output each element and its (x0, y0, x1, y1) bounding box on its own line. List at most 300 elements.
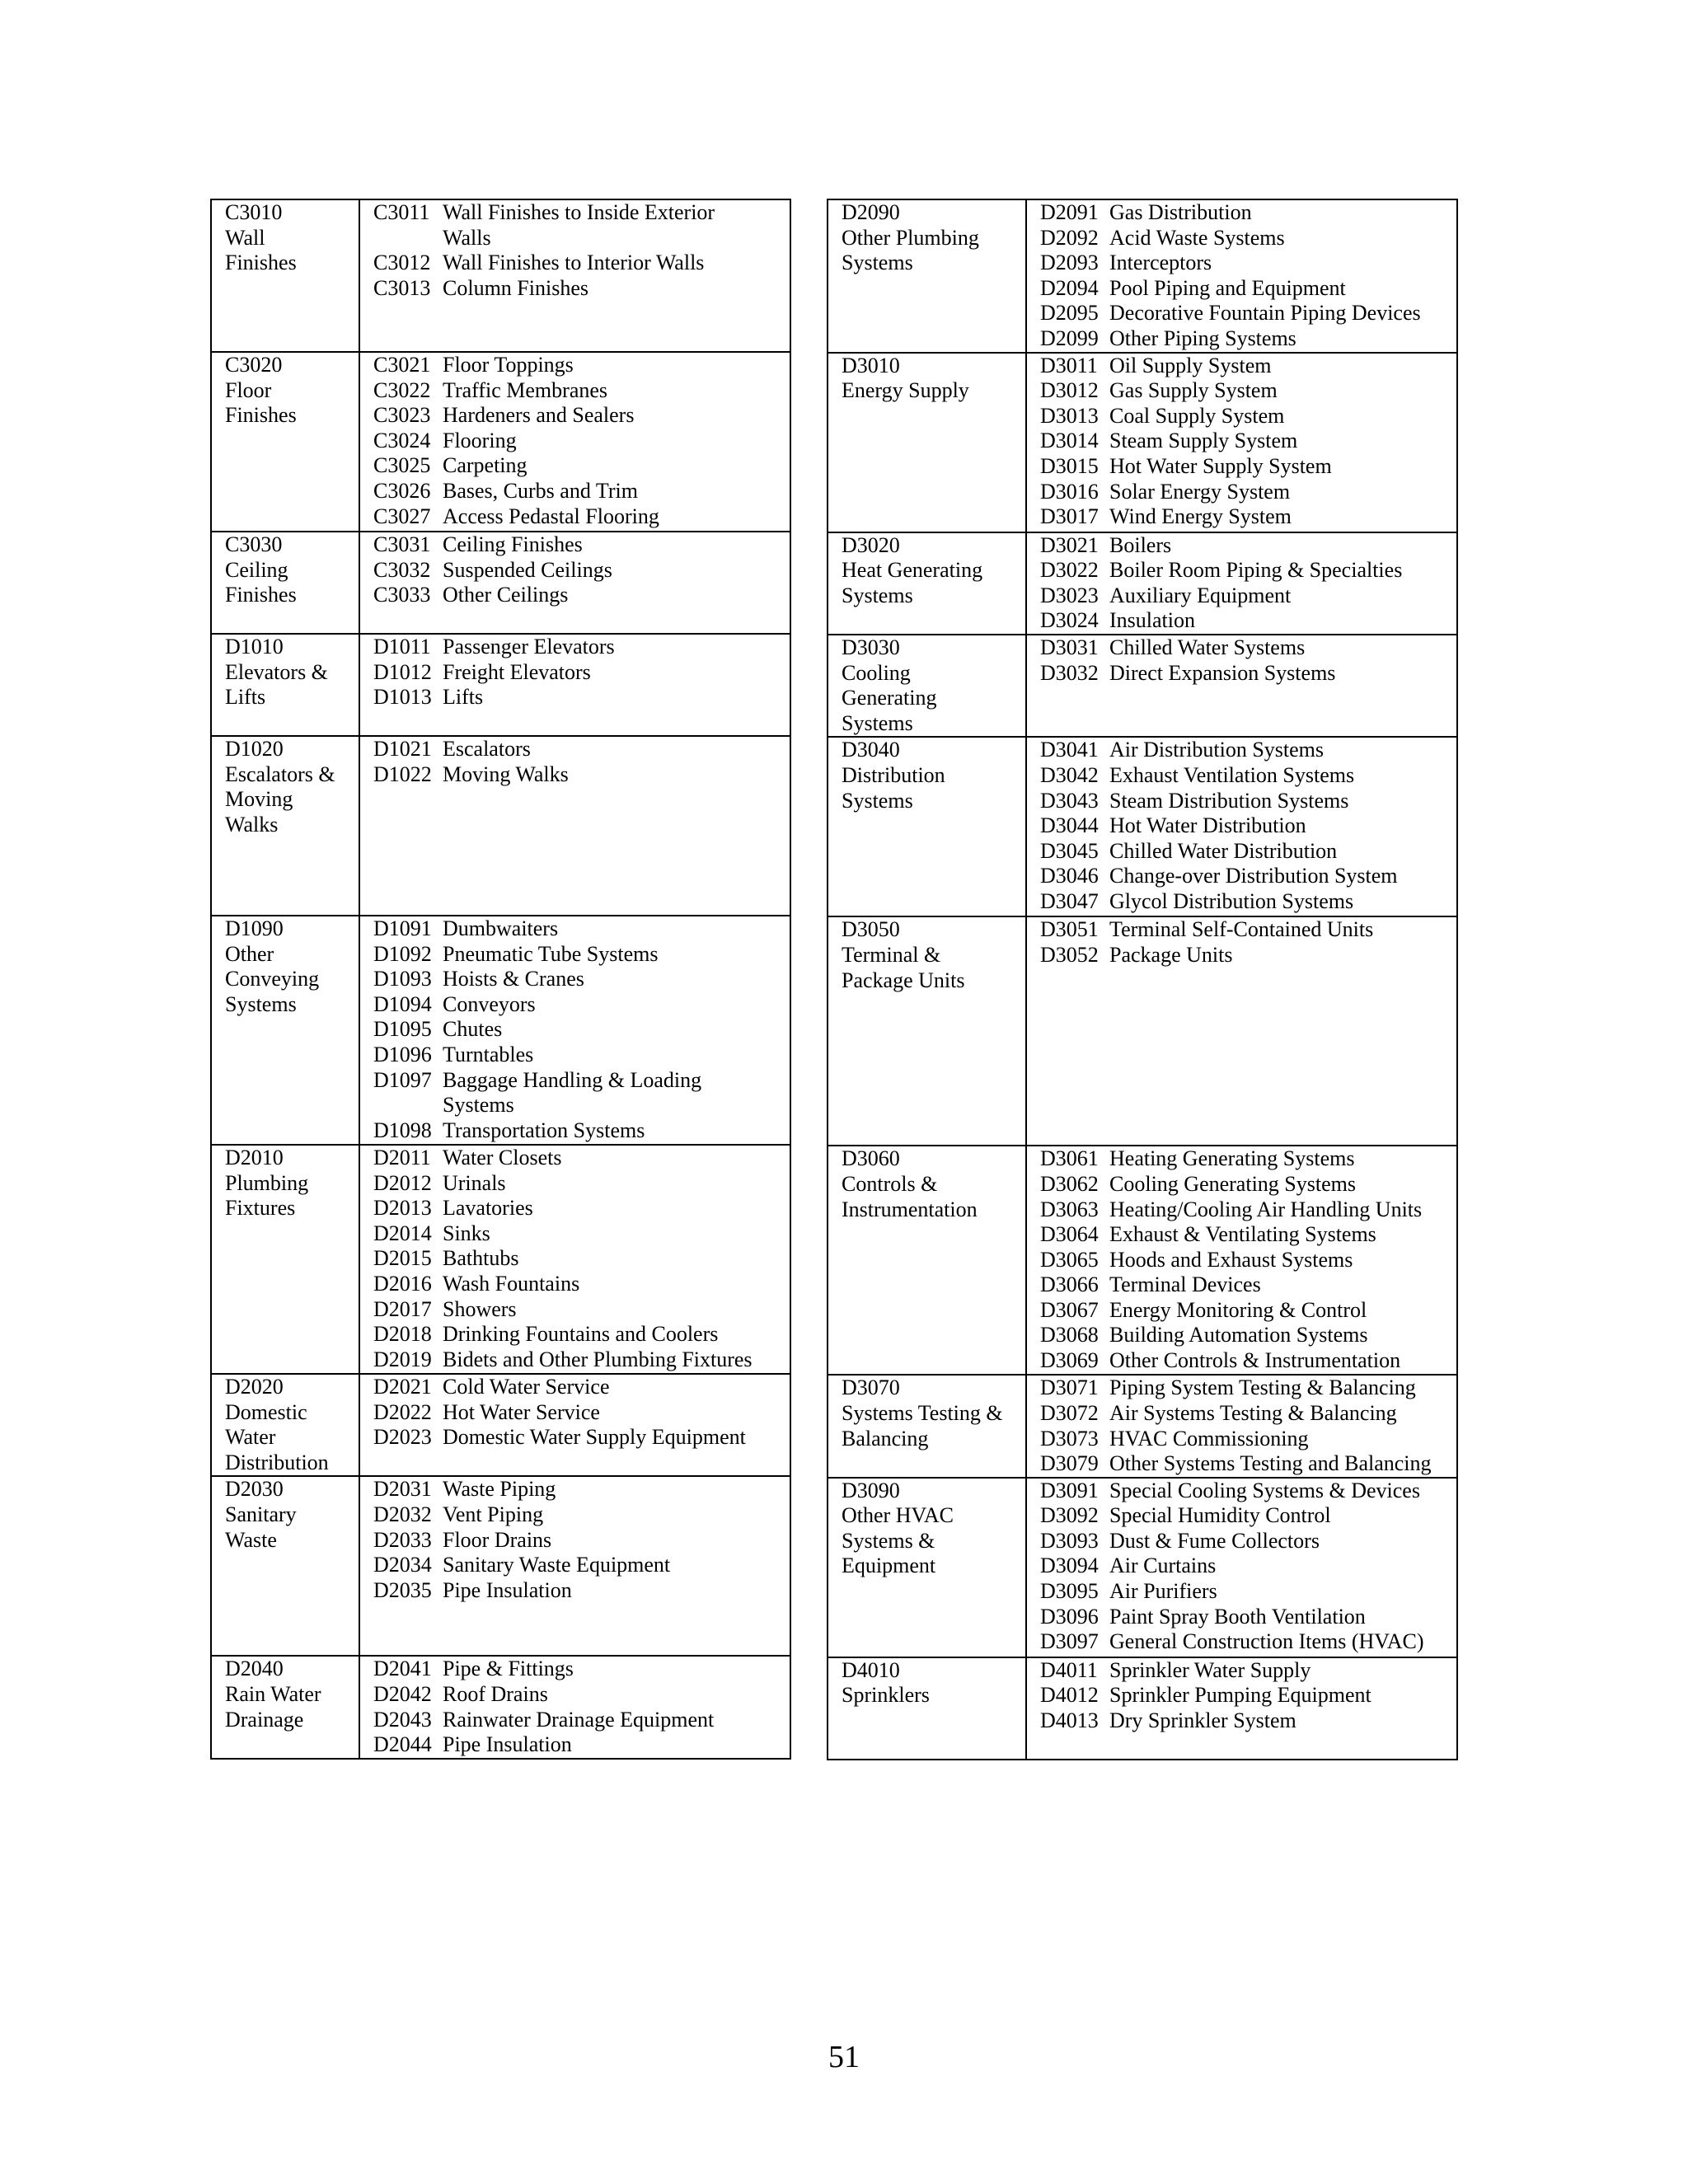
list-item (1040, 504, 1453, 530)
item-description (443, 200, 715, 251)
list-item (1040, 1272, 1453, 1298)
category-name-line: Heat Generating (842, 558, 983, 583)
category-name-line: Systems (842, 251, 913, 275)
item-label: Turntables (443, 1042, 534, 1066)
item-code: D3017 (1040, 504, 1099, 529)
list-item (373, 1171, 786, 1197)
list-item (373, 583, 786, 608)
list-item (373, 1272, 786, 1297)
category-code: D2090 (842, 200, 900, 224)
item-description (443, 1400, 600, 1426)
item-code: C3011 (373, 200, 430, 224)
item-code: D1013 (373, 685, 432, 710)
item-label: Exhaust & Ventilating Systems (1109, 1222, 1376, 1247)
category-code: D2040 (225, 1657, 284, 1681)
item-code: D3069 (1040, 1348, 1099, 1373)
item-description (1109, 533, 1171, 559)
category-name-line: Finishes (225, 251, 297, 275)
list-item (373, 453, 786, 479)
item-code: D2032 (373, 1502, 432, 1526)
item-label: Piping System Testing & Balancing (1109, 1376, 1416, 1400)
item-code: D3015 (1040, 453, 1099, 478)
items-cell (359, 1656, 790, 1758)
item-code: D2017 (373, 1296, 432, 1321)
item-code: D3024 (1040, 608, 1099, 633)
item-code: D2014 (373, 1221, 432, 1245)
item-label: Solar Energy System (1109, 479, 1291, 504)
category-cell (211, 352, 359, 532)
item-description (1109, 738, 1324, 763)
item-code: D3023 (1040, 583, 1099, 607)
list-item (1040, 404, 1453, 429)
category-name-line: Systems (842, 583, 913, 607)
item-label: Glycol Distribution Systems (1109, 888, 1354, 913)
category-code: D3070 (842, 1376, 900, 1400)
item-code: D1092 (373, 941, 432, 966)
item-label: Sprinkler Water Supply (1109, 1657, 1311, 1682)
table-row (828, 1478, 1457, 1657)
list-item (373, 251, 786, 276)
item-label: Column Finishes (443, 275, 588, 300)
list-item (1040, 1172, 1453, 1197)
category-name-line: Systems Testing & (842, 1400, 1003, 1425)
list-item (373, 429, 786, 454)
item-description (1109, 200, 1252, 226)
category-name-line: Instrumentation (842, 1197, 978, 1221)
list-item (373, 737, 786, 762)
item-code: D4011 (1040, 1657, 1098, 1682)
category-name-line: Finishes (225, 583, 297, 607)
item-description (1109, 917, 1373, 943)
item-description (443, 1146, 562, 1171)
item-code: D3061 (1040, 1146, 1099, 1171)
category-name-line: Wall (225, 225, 265, 250)
item-label: Ceiling Finishes (443, 532, 583, 556)
item-label: Heating Generating Systems (1109, 1146, 1355, 1171)
item-label: Package Units (1109, 942, 1233, 967)
item-label: Pipe & Fittings (443, 1657, 574, 1681)
items-cell (359, 532, 790, 634)
item-label: Dry Sprinkler System (1109, 1708, 1296, 1732)
item-label: Vent Piping (443, 1502, 544, 1526)
item-label: Hot Water Supply System (1109, 453, 1332, 478)
item-label: Urinals (443, 1170, 506, 1195)
category-name-line: Walks (225, 812, 279, 837)
list-item (373, 1347, 786, 1373)
table-row (211, 352, 790, 532)
item-label: Passenger Elevators (443, 635, 615, 658)
list-item (1040, 1683, 1453, 1708)
category-name-line: Systems (225, 991, 297, 1016)
item-description (1109, 1479, 1420, 1504)
item-description (443, 1347, 753, 1373)
item-code: D3066 (1040, 1272, 1099, 1297)
item-description (443, 558, 612, 583)
category-name-line: Conveying (225, 967, 320, 991)
category-code: D3040 (842, 738, 900, 762)
item-description (1109, 301, 1421, 326)
item-label: Traffic Membranes (443, 377, 608, 402)
item-description (1109, 1401, 1397, 1427)
item-description (443, 635, 615, 660)
list-item (373, 685, 786, 710)
item-code: D2033 (373, 1527, 432, 1552)
list-item (1040, 301, 1453, 326)
item-description (443, 403, 634, 429)
item-code: C3025 (373, 453, 431, 478)
list-item (1040, 226, 1453, 251)
items-cell (359, 1476, 790, 1656)
list-item (1040, 1348, 1453, 1374)
category-code: C3030 (225, 532, 283, 556)
table-row (211, 1374, 790, 1476)
item-code: D2043 (373, 1707, 432, 1732)
item-code: D2092 (1040, 225, 1099, 250)
item-description (443, 378, 607, 404)
item-label: Floor Toppings (443, 353, 574, 377)
item-label-continued: Walls (443, 225, 491, 250)
list-item (1040, 1222, 1453, 1248)
item-code: D2013 (373, 1196, 432, 1221)
list-item (1040, 943, 1453, 968)
item-description (443, 660, 591, 686)
item-label: Escalators (443, 737, 531, 761)
item-code: D1012 (373, 659, 432, 684)
items-cell (1026, 199, 1457, 353)
item-code: D3072 (1040, 1400, 1099, 1425)
category-name-line: Controls & (842, 1171, 938, 1196)
category-cell (211, 634, 359, 736)
item-description (443, 1221, 490, 1247)
list-item (1040, 1376, 1453, 1401)
item-code: D3068 (1040, 1323, 1099, 1347)
item-code: D3092 (1040, 1503, 1099, 1528)
item-description (443, 916, 558, 942)
item-description (1109, 1172, 1356, 1197)
item-label: Moving Walks (443, 762, 569, 786)
item-label: Wash Fountains (443, 1271, 580, 1296)
items-cell (1026, 916, 1457, 1146)
item-label: Gas Supply System (1109, 378, 1278, 403)
item-description (443, 1375, 609, 1400)
item-description (443, 992, 536, 1018)
list-item (1040, 326, 1453, 352)
item-label: Terminal Self-Contained Units (1109, 917, 1374, 942)
item-code: D3032 (1040, 660, 1099, 685)
item-label: Pool Piping and Equipment (1109, 275, 1346, 300)
item-description (1109, 1222, 1376, 1248)
item-description (443, 251, 704, 276)
list-item (373, 1146, 786, 1171)
item-description (1109, 326, 1296, 352)
category-name-line: Drainage (225, 1707, 304, 1732)
list-item (373, 1732, 786, 1758)
item-label: Rainwater Drainage Equipment (443, 1707, 715, 1732)
item-label: Wall Finishes to Interior Walls (443, 251, 705, 275)
item-code: D2099 (1040, 326, 1099, 350)
item-code: D2011 (373, 1146, 431, 1169)
item-description (1109, 608, 1195, 634)
item-label: Insulation (1109, 608, 1195, 633)
item-label: Other Systems Testing and Balancing (1109, 1451, 1432, 1476)
item-description (443, 583, 568, 608)
list-item (1040, 1248, 1453, 1273)
items-cell (1026, 635, 1457, 737)
item-description (443, 942, 658, 968)
items-cell (1026, 737, 1457, 916)
item-description (443, 429, 517, 454)
list-item (373, 504, 786, 530)
item-label: Lifts (443, 685, 484, 710)
item-label: Sinks (443, 1221, 490, 1245)
item-code: D3013 (1040, 403, 1099, 428)
category-cell (828, 1146, 1026, 1375)
item-label: Interceptors (1109, 251, 1212, 275)
item-code: D3071 (1040, 1376, 1099, 1400)
category-name-line: Energy Supply (842, 378, 969, 403)
item-label: Gas Distribution (1109, 200, 1252, 224)
list-item (1040, 429, 1453, 454)
item-label: Other Piping Systems (1109, 326, 1296, 350)
item-label: Boilers (1109, 532, 1172, 557)
category-name-line: Moving (225, 787, 293, 812)
item-code: D2031 (373, 1477, 432, 1502)
item-description (1109, 1146, 1355, 1172)
item-description (1109, 889, 1353, 915)
list-item (1040, 200, 1453, 226)
item-description (1109, 1503, 1331, 1529)
item-label: Terminal Devices (1109, 1272, 1261, 1297)
item-label: Hot Water Distribution (1109, 813, 1306, 838)
list-item (1040, 635, 1453, 661)
list-item (373, 942, 786, 968)
list-item (1040, 533, 1453, 559)
item-code: D3063 (1040, 1197, 1099, 1221)
list-item (373, 1400, 786, 1426)
item-description (1109, 1197, 1422, 1223)
item-description (443, 532, 583, 558)
item-code: D2016 (373, 1271, 432, 1296)
category-code: D4010 (842, 1657, 900, 1682)
item-description (1109, 839, 1337, 865)
list-item (373, 1657, 786, 1682)
list-item (1040, 1554, 1453, 1579)
category-cell (211, 1145, 359, 1374)
item-description (1109, 1629, 1424, 1655)
category-name-line: Domestic (225, 1399, 307, 1424)
item-description (1109, 1248, 1353, 1273)
item-label: Freight Elevators (443, 659, 591, 684)
item-code: D3042 (1040, 762, 1099, 787)
category-name-line: Escalators & (225, 762, 335, 786)
item-code: D4012 (1040, 1683, 1099, 1708)
item-description (1109, 1298, 1367, 1324)
item-code: D2095 (1040, 301, 1099, 326)
item-description (443, 1578, 572, 1604)
list-item (373, 479, 786, 504)
item-description (443, 1246, 518, 1272)
item-label: Paint Spray Booth Ventilation (1109, 1604, 1366, 1629)
list-item (373, 1043, 786, 1068)
item-description (1109, 251, 1212, 276)
items-cell (359, 634, 790, 736)
item-description (1109, 789, 1348, 814)
item-code: C3013 (373, 275, 431, 300)
list-item (1040, 1605, 1453, 1630)
item-code: D3079 (1040, 1451, 1099, 1476)
list-item (373, 403, 786, 429)
table-row (211, 1476, 790, 1656)
item-label: Boiler Room Piping & Specialties (1109, 558, 1403, 583)
item-description (1109, 429, 1297, 454)
list-item (373, 1297, 786, 1323)
list-item (1040, 558, 1453, 583)
list-item (1040, 864, 1453, 889)
table-row (211, 199, 790, 352)
item-label: Waste Piping (443, 1477, 556, 1502)
item-code: D1011 (373, 635, 431, 658)
category-cell (211, 736, 359, 916)
category-name-line: Systems (842, 710, 913, 735)
list-item (1040, 1298, 1453, 1324)
item-description (1109, 813, 1306, 839)
list-item (1040, 789, 1453, 814)
category-code: D2010 (225, 1146, 284, 1169)
items-cell (359, 736, 790, 916)
item-code: D3062 (1040, 1171, 1099, 1196)
item-label: Exhaust Ventilation Systems (1109, 762, 1355, 787)
item-description (443, 504, 659, 530)
item-code: D3043 (1040, 788, 1099, 813)
list-item (1040, 1197, 1453, 1223)
category-cell (828, 635, 1026, 737)
item-description (1109, 763, 1354, 789)
item-label: Dumbwaiters (443, 916, 559, 940)
items-cell (1026, 1657, 1457, 1760)
item-code: D3012 (1040, 378, 1099, 403)
item-code: D1093 (373, 967, 432, 991)
item-code: C3027 (373, 504, 431, 528)
category-code: D3030 (842, 635, 900, 659)
item-code: D2023 (373, 1425, 432, 1450)
item-code: D2091 (1040, 200, 1099, 224)
list-item (1040, 454, 1453, 480)
item-description (443, 453, 528, 479)
category-name-line: Lifts (225, 685, 266, 710)
list-item (373, 1375, 786, 1400)
item-label: Chilled Water Systems (1109, 635, 1306, 659)
item-description (443, 1297, 517, 1323)
category-name-line: Rain Water (225, 1681, 321, 1706)
item-code: D3047 (1040, 888, 1099, 913)
item-label: Pneumatic Tube Systems (443, 941, 659, 966)
item-code: D3052 (1040, 942, 1099, 967)
page-number: 51 (828, 2040, 860, 2074)
item-label: Domestic Water Supply Equipment (443, 1425, 746, 1450)
item-label: General Construction Items (HVAC) (1109, 1629, 1424, 1654)
list-item (373, 1322, 786, 1347)
category-cell (828, 916, 1026, 1146)
item-code: C3026 (373, 478, 431, 503)
item-label: Coal Supply System (1109, 403, 1285, 428)
items-cell (1026, 1478, 1457, 1657)
item-description (443, 1657, 574, 1682)
category-cell (828, 532, 1026, 635)
category-name-line: Other Plumbing (842, 225, 979, 250)
list-item (373, 1425, 786, 1451)
items-cell (1026, 532, 1457, 635)
item-label: Drinking Fountains and Coolers (443, 1322, 719, 1347)
list-item (373, 353, 786, 378)
item-code: D3022 (1040, 558, 1099, 583)
item-code: D3011 (1040, 353, 1098, 377)
list-item (1040, 1579, 1453, 1605)
item-label: Other Controls & Instrumentation (1109, 1348, 1401, 1373)
item-code: D2035 (373, 1577, 432, 1602)
items-cell (359, 1374, 790, 1476)
category-name-line: Systems (842, 788, 913, 813)
item-label: Flooring (443, 428, 517, 452)
category-name-line: Distribution (842, 762, 945, 787)
item-label: Direct Expansion Systems (1109, 660, 1336, 685)
item-description (1109, 480, 1290, 505)
list-item (1040, 1708, 1453, 1734)
category-name-line: Waste (225, 1527, 277, 1552)
list-item (1040, 276, 1453, 302)
item-code: D4013 (1040, 1708, 1099, 1732)
category-name-line: Package Units (842, 968, 965, 992)
category-code: D3090 (842, 1478, 900, 1502)
item-description (1109, 1376, 1416, 1401)
item-label: Hoods and Exhaust Systems (1109, 1247, 1353, 1272)
list-item (373, 1477, 786, 1502)
item-label: Chilled Water Distribution (1109, 838, 1338, 863)
item-description (443, 967, 584, 992)
item-description (1109, 1554, 1216, 1579)
item-label: Air Purifiers (1109, 1579, 1217, 1604)
list-item (1040, 1658, 1453, 1684)
item-label: Lavatories (443, 1196, 533, 1221)
item-label: Energy Monitoring & Control (1109, 1297, 1367, 1322)
list-item (373, 1578, 786, 1604)
item-code: C3033 (373, 583, 431, 607)
list-item (373, 1017, 786, 1043)
list-item (373, 1221, 786, 1247)
list-item (373, 1118, 786, 1144)
item-label: HVAC Commissioning (1109, 1426, 1309, 1451)
item-label: Chutes (443, 1017, 503, 1042)
list-item (1040, 1451, 1453, 1477)
item-label: Hardeners and Sealers (443, 403, 635, 428)
table-row (828, 916, 1457, 1146)
item-code: D3093 (1040, 1528, 1099, 1553)
item-code: D2022 (373, 1399, 432, 1424)
item-label: Sanitary Waste Equipment (443, 1553, 671, 1577)
list-item (373, 660, 786, 686)
table-row (211, 916, 790, 1145)
item-description (443, 1708, 714, 1733)
item-label: Bases, Curbs and Trim (443, 478, 638, 503)
category-code: D3020 (842, 532, 900, 557)
item-description (443, 1682, 548, 1708)
list-item (373, 992, 786, 1018)
list-item (1040, 1503, 1453, 1529)
item-description (1109, 1427, 1309, 1452)
category-name-line: Elevators & (225, 659, 328, 684)
category-cell (211, 1374, 359, 1476)
item-code: C3031 (373, 532, 431, 556)
item-label: Hot Water Service (443, 1399, 600, 1424)
